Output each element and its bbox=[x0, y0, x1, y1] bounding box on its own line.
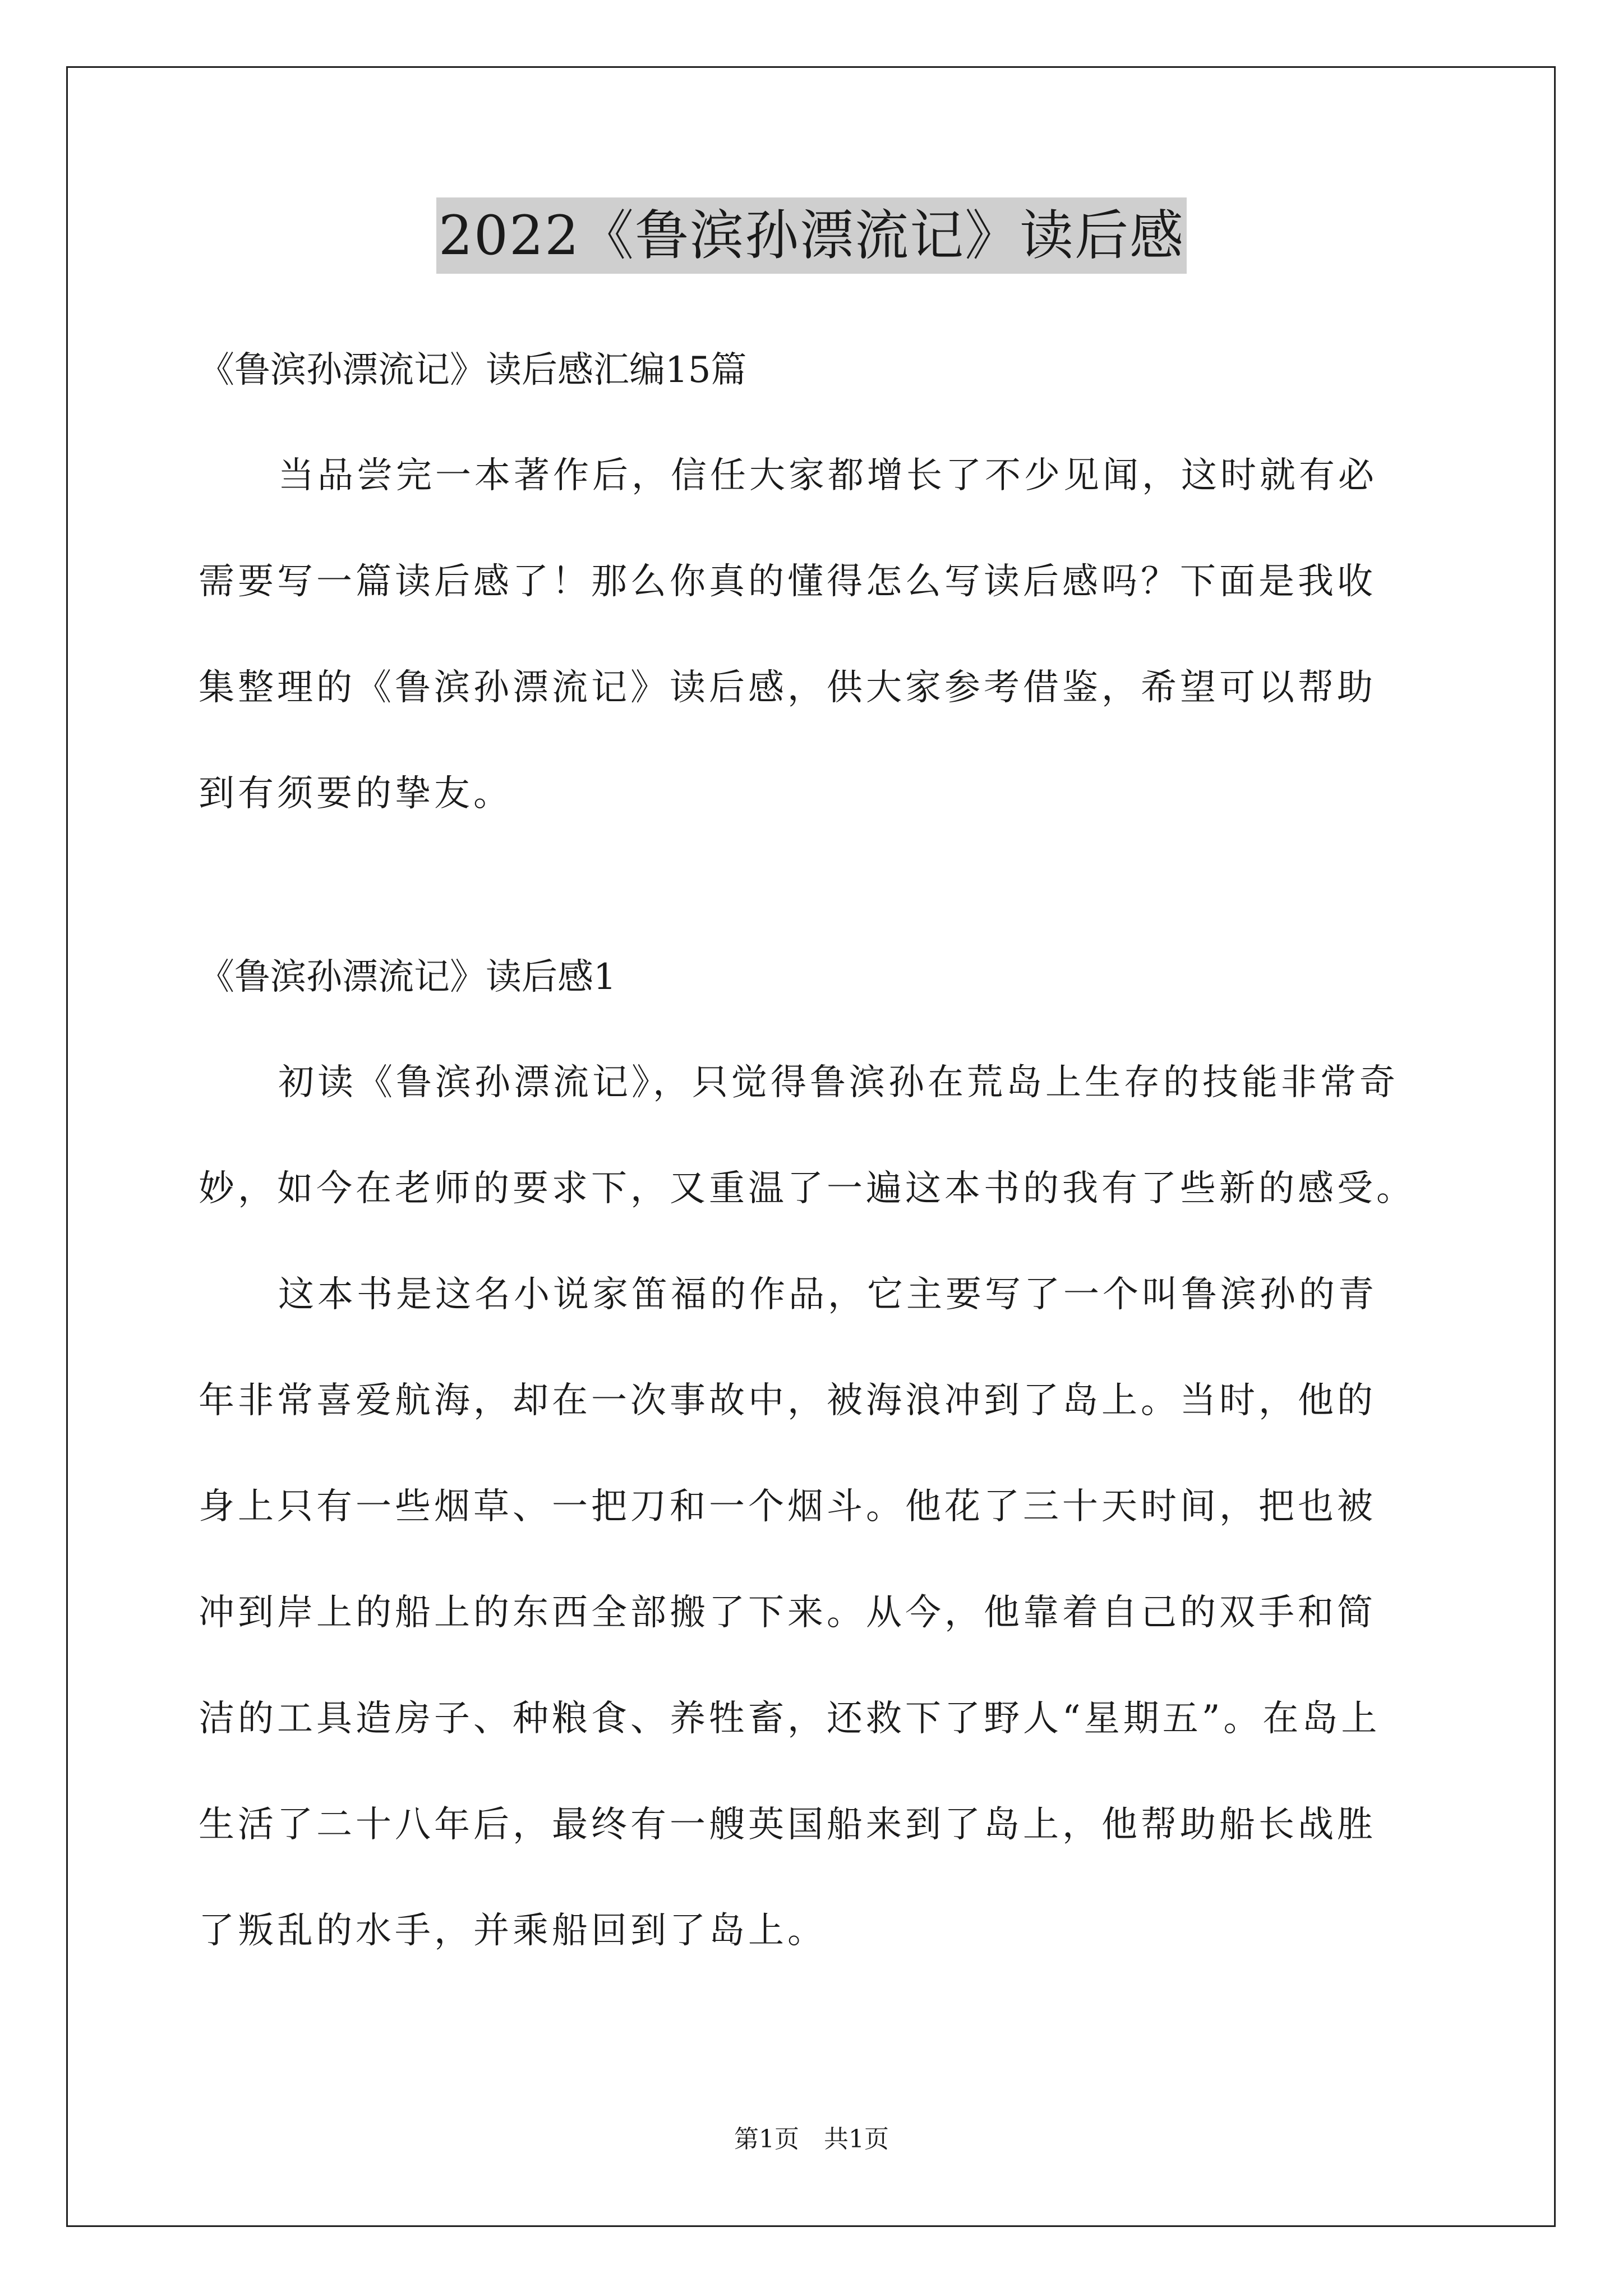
paragraph-line: 妙，如今在老师的要求下，又重温了一遍这本书的我有了些新的感受。 bbox=[199, 1168, 1415, 1209]
paragraph-2 bbox=[199, 1242, 1432, 1984]
intro-line: 集整理的《鲁滨孙漂流记》读后感，供大家参考借鉴，希望可以帮助 bbox=[199, 667, 1376, 708]
section-heading: 《鲁滨孙漂流记》读后感1 bbox=[199, 956, 616, 998]
subtitle-block bbox=[199, 343, 1432, 397]
page-footer: 第1页 共1页 bbox=[734, 2125, 889, 2154]
intro-line: 当品尝完一本著作后，信任大家都增长了不少见闻，这时就有必 bbox=[278, 455, 1377, 496]
paragraph-line: 身上只有一些烟草、一把刀和一个烟斗。他花了三十天时间，把也被 bbox=[199, 1486, 1376, 1527]
document-title: 2022《鲁滨孙漂流记》读后感 bbox=[436, 197, 1187, 274]
intro-line: 到有须要的挚友。 bbox=[199, 773, 513, 815]
paragraph-line: 了叛乱的水手，并乘船回到了岛上。 bbox=[199, 1910, 827, 1952]
paragraph-line: 年非常喜爱航海，却在一次事故中，被海浪冲到了岛上。当时，他的 bbox=[199, 1380, 1376, 1421]
title-container bbox=[0, 197, 1623, 274]
paragraph-line: 生活了二十八年后，最终有一艘英国船来到了岛上，他帮助船长战胜 bbox=[199, 1804, 1376, 1846]
paragraph-line: 冲到岸上的船上的东西全部搬了下来。从今，他靠着自己的双手和简 bbox=[199, 1592, 1376, 1634]
paragraph-line: 初读《鲁滨孙漂流记》，只觉得鲁滨孙在荒岛上生存的技能非常奇 bbox=[278, 1062, 1399, 1103]
paragraph-line: 这本书是这名小说家笛福的作品，它主要写了一个叫鲁滨孙的青 bbox=[278, 1274, 1377, 1315]
document-subtitle: 《鲁滨孙漂流记》读后感汇编15篇 bbox=[199, 349, 747, 391]
paragraph-1 bbox=[199, 1030, 1432, 1242]
intro-paragraph bbox=[199, 423, 1432, 847]
paragraph-line: 洁的工具造房子、种粮食、养牲畜，还救下了野人“星期五”。在岛上 bbox=[199, 1698, 1381, 1740]
intro-line: 需要写一篇读后感了！那么你真的懂得怎么写读后感吗？下面是我收 bbox=[199, 561, 1376, 602]
section-heading-block bbox=[199, 950, 1432, 1004]
